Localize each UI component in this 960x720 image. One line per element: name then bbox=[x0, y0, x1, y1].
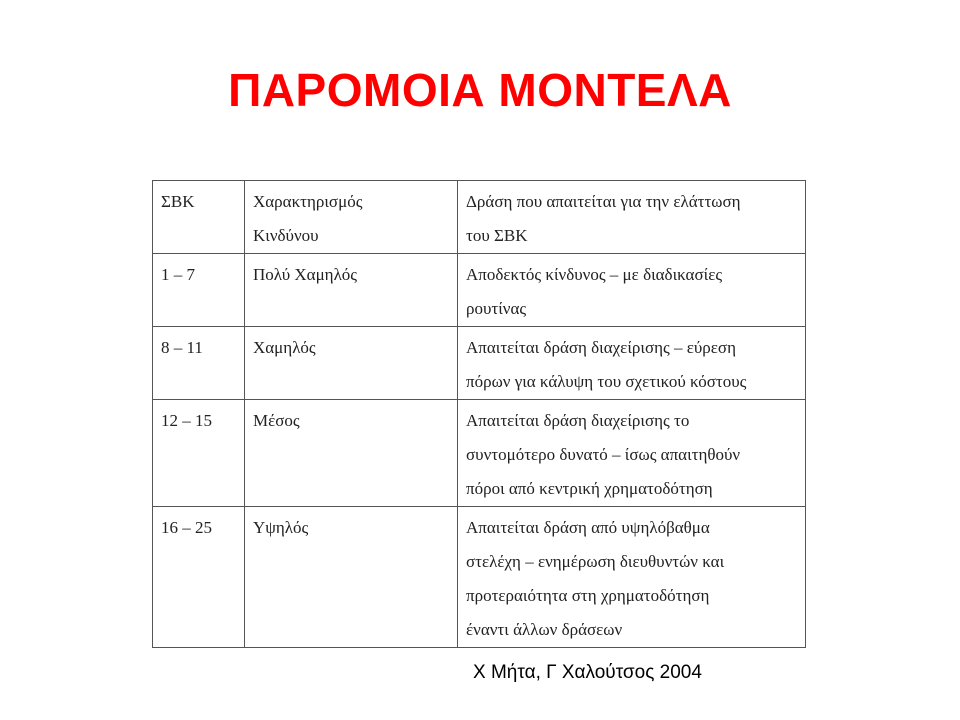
action-cell bbox=[458, 507, 806, 648]
cell-text: πόρων για κάλυψη του σχετικού κόστους bbox=[466, 372, 747, 391]
citation: Χ Μήτα, Γ Χαλούτσος 2004 bbox=[473, 662, 702, 683]
cell-text: Χαρακτηρισμός bbox=[253, 192, 363, 211]
cell-text: Πολύ Χαμηλός bbox=[253, 265, 358, 284]
table-header-row bbox=[153, 181, 806, 254]
risk-table-container bbox=[152, 180, 806, 639]
cell-text: Χαμηλός bbox=[253, 338, 316, 357]
header-cell-action bbox=[458, 181, 806, 254]
level-cell bbox=[245, 254, 458, 327]
cell-text: Μέσος bbox=[253, 411, 300, 430]
table-row bbox=[153, 507, 806, 648]
cell-text: Απαιτείται δράση από υψηλόβαθμα bbox=[466, 518, 710, 537]
cell-text: συντομότερο δυνατό – ίσως απαιτηθούν bbox=[466, 445, 741, 464]
range-cell bbox=[153, 254, 245, 327]
cell-text: Απαιτείται δράση διαχείρισης το bbox=[466, 411, 690, 430]
cell-text: ρουτίνας bbox=[466, 299, 527, 318]
range-cell bbox=[153, 400, 245, 507]
action-cell bbox=[458, 400, 806, 507]
cell-text: Απαιτείται δράση διαχείρισης – εύρεση bbox=[466, 338, 736, 357]
cell-text: έναντι άλλων δράσεων bbox=[466, 620, 623, 639]
cell-text: Αποδεκτός κίνδυνος – με διαδικασίες bbox=[466, 265, 723, 284]
cell-text: 12 – 15 bbox=[161, 411, 212, 430]
level-cell bbox=[245, 327, 458, 400]
cell-text: 16 – 25 bbox=[161, 518, 212, 537]
cell-text: στελέχη – ενημέρωση διευθυντών και bbox=[466, 552, 725, 571]
action-cell bbox=[458, 327, 806, 400]
cell-text: Κινδύνου bbox=[253, 226, 319, 245]
range-cell bbox=[153, 507, 245, 648]
level-cell bbox=[245, 507, 458, 648]
action-cell bbox=[458, 254, 806, 327]
table-row bbox=[153, 254, 806, 327]
level-cell bbox=[245, 400, 458, 507]
slide-title: ΠΑΡΟΜΟΙΑ ΜΟΝΤΕΛΑ bbox=[228, 64, 732, 116]
cell-text: Δράση που απαιτείται για την ελάττωση bbox=[466, 192, 741, 211]
cell-text: προτεραιότητα στη χρηματοδότηση bbox=[466, 586, 710, 605]
cell-text: πόροι από κεντρική χρηματοδότηση bbox=[466, 479, 713, 498]
cell-text: ΣΒΚ bbox=[161, 192, 195, 211]
range-cell bbox=[153, 327, 245, 400]
table-row bbox=[153, 400, 806, 507]
cell-text: Υψηλός bbox=[253, 518, 309, 537]
cell-text: του ΣΒΚ bbox=[466, 226, 528, 245]
header-cell-sbk bbox=[153, 181, 245, 254]
header-cell-risk-level bbox=[245, 181, 458, 254]
risk-table bbox=[152, 180, 806, 648]
cell-text: 1 – 7 bbox=[161, 265, 195, 284]
table-row bbox=[153, 327, 806, 400]
cell-text: 8 – 11 bbox=[161, 338, 203, 357]
